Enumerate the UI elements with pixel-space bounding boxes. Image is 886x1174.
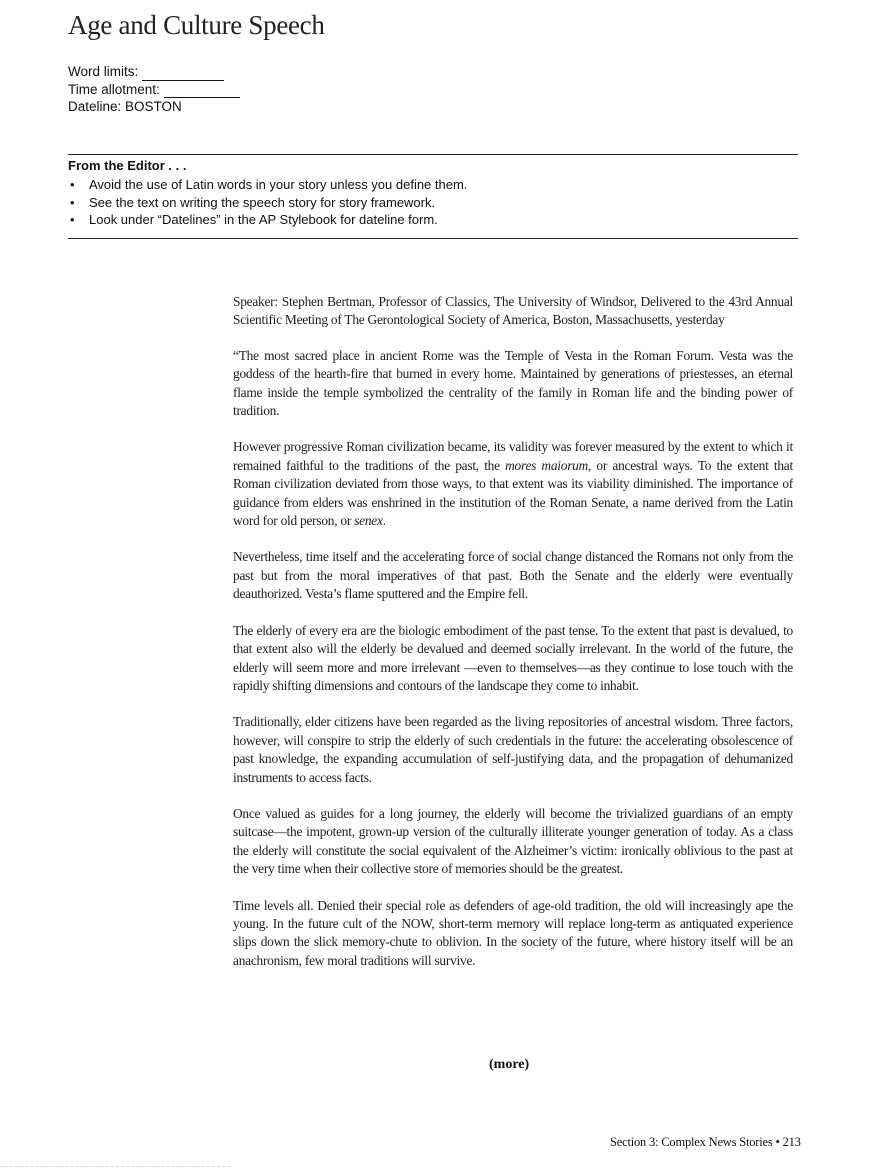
time-allotment-line [68, 81, 240, 99]
article-paragraph: Nevertheless, time itself and the accelerating force of social change distanced the Romans not only from the past but from the moral imperatives of that past. Both the Senate and the elderly were eventually deauthorized. Vesta’s flame sputtered and the Empire fell. [233, 549, 793, 602]
editor-bottom-rule [68, 238, 798, 239]
text-run: . [382, 513, 386, 529]
editor-item: • Look under “Datelines” in the AP Stylebook for dateline form. [68, 211, 798, 229]
editor-heading: From the Editor . . . [68, 158, 187, 173]
text-run: However progressive Roman civilization became, its validity was forever measured by the extent to which it remained faithful to the traditions of the past, the [233, 439, 793, 473]
editor-list [68, 176, 798, 229]
speaker-line: Speaker: Stephen Bertman, Professor of Classics, The University of Windsor, Delivered to the 43rd Annual Scientific Meeting of The Gerontological Society of America, Boston, Massachusetts, yesterday [233, 294, 793, 328]
page-footer: Section 3: Complex News Stories • 213 [610, 1135, 801, 1149]
assignment-info [68, 63, 240, 116]
article-paragraph: Traditionally, elder citizens have been regarded as the living repositories of ancestral wisdom. Three factors, however, will conspire to strip the elderly of such credentials in the future: the accelerating obsolescence of past knowledge, the expanding accumulation of self-justifying data, and the propagation of dehumanized instruments to access facts. [233, 714, 793, 785]
article-paragraph: The elderly of every era are the biologic embodiment of the past tense. To the extent that past is devalued, to that extent also will the elderly be devalued and deemed socially irrelevant. In the world of the future, the elderly will seem more and more irrelevant —even to themselves—as they continue to lose touch with the rapidly shifting dimensions and contours of the landscape they come to inhabit. [233, 622, 793, 693]
scan-edge-mark [0, 1166, 230, 1169]
dateline-label: Dateline: BOSTON [68, 99, 182, 114]
article-paragraph: Once valued as guides for a long journey, the elderly will become the trivialized guardians of an empty suitcase—the impotent, grown-up version of the culturally illiterate younger generation of today. As a class the elderly will constitute the social equivalent of the Alzheimer’s victim: ironically oblivious to the past at the very time when their collective store of memories should be the greatest. [233, 805, 793, 877]
speech-article [233, 293, 793, 988]
time-allotment-label: Time allotment: [68, 81, 160, 97]
word-limits-blank [142, 68, 224, 81]
word-limits-label: Word limits: [68, 64, 139, 79]
editor-note [68, 158, 798, 229]
article-paragraph [233, 438, 793, 530]
article-paragraph: “The most sacred place in ancient Rome was the Temple of Vesta in the Roman Forum. Vesta was the goddess of the hearth-fire that burned in every home. Maintained by generations of priestesses, an eternal flame inside the temple symbolized the centrality of the family in Roman life and the binding power of tradition. [233, 347, 793, 419]
word-limits-line [68, 63, 240, 81]
latin-term: mores maiorum [505, 457, 589, 473]
latin-term: senex [354, 513, 383, 529]
more-marker: (more) [489, 1057, 530, 1072]
editor-top-rule [68, 154, 798, 155]
dateline-line [68, 98, 240, 116]
time-allotment-blank [164, 85, 240, 98]
page-title: Age and Culture Speech [68, 10, 325, 40]
editor-item: • Avoid the use of Latin words in your story unless you define them. [68, 176, 798, 194]
article-paragraph: Time levels all. Denied their special role as defenders of age-old tradition, the old will increasingly ape the young. In the future cult of the NOW, short-term memory will replace long-term as antiquated experience slips down the slick memory-chute to oblivion. In the society of the future, where history itself will be an anachronism, few moral traditions will survive. [233, 897, 793, 968]
text-run: , or ancestral ways. To the extent that Roman civilization deviated from those ways, to that extent was its viability diminished. The importance of guidance from elders was enshrined in the institution of the Roman Senate, a name derived from the Latin word for old person, or [233, 457, 793, 529]
editor-item: • See the text on writing the speech story for story framework. [68, 194, 798, 212]
